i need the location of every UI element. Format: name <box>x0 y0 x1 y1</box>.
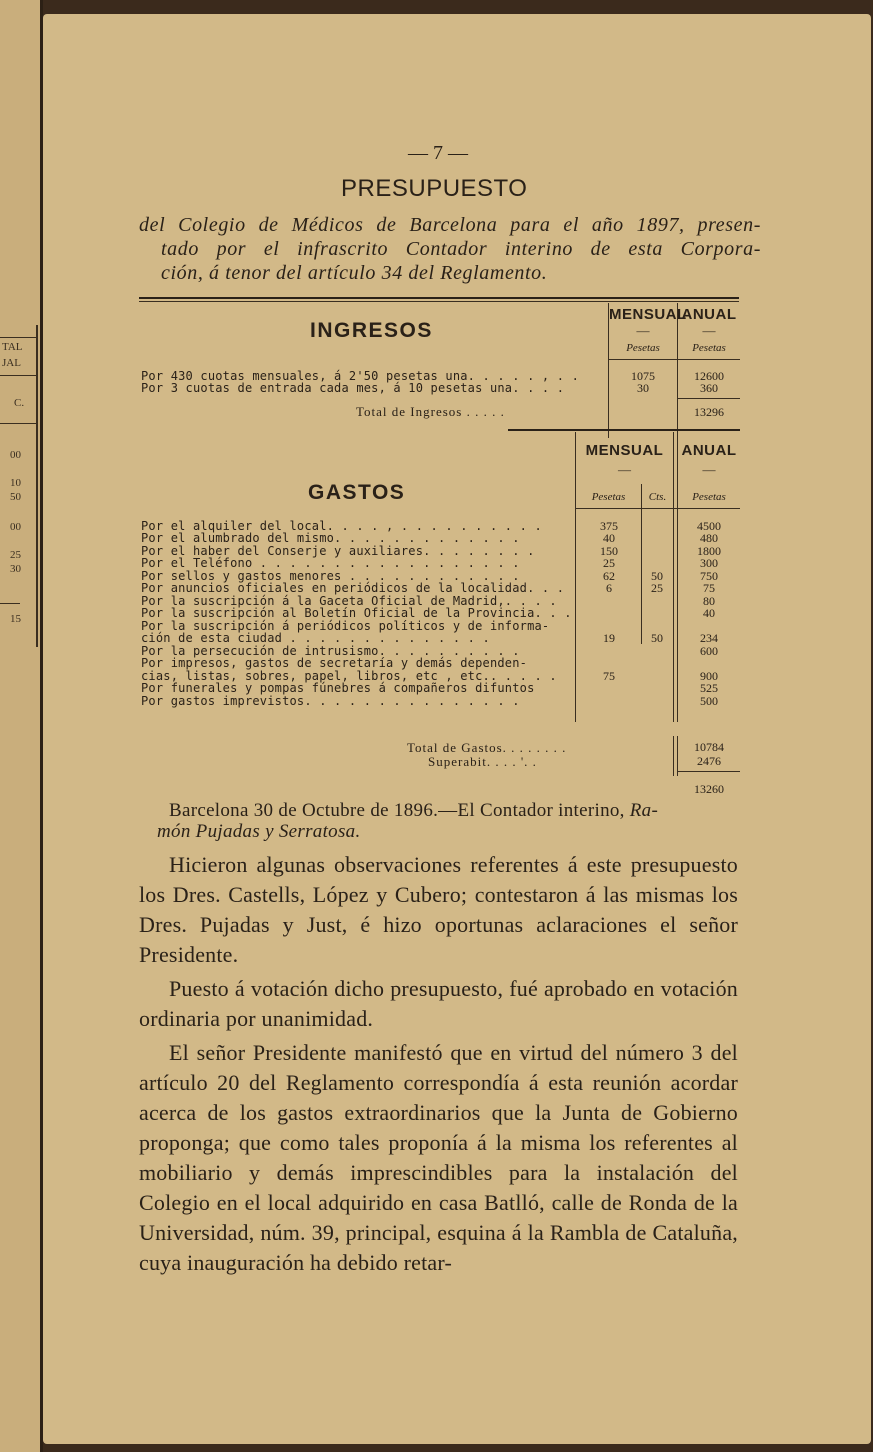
ingresos-unit-mensual: Pesetas <box>626 342 660 354</box>
gastos-row-pesetas: 6 <box>606 581 612 595</box>
body-text <box>139 850 738 1278</box>
gastos-unit-pesetas: Pesetas <box>591 491 626 503</box>
total-ingresos-value: 13296 <box>694 405 724 419</box>
gastos-row-pesetas: 40 <box>603 531 615 545</box>
ingresos-row-mensual: 1075 <box>631 369 655 383</box>
signature-line <box>169 800 658 822</box>
gastos-row-label: Por la suscripción al Boletín Oficial de la Provincia. . . <box>141 606 572 620</box>
adjacent-cell: 50 <box>10 491 21 503</box>
gastos-row-anual: 525 <box>700 681 718 695</box>
gastos-row-anual: 234 <box>700 631 718 645</box>
gastos-row-anual: 750 <box>700 569 718 583</box>
gastos-row-label: Por funerales y pompas fúnebres á compañeros difuntos <box>141 681 535 695</box>
ingresos-row-mensual: 30 <box>637 381 649 395</box>
gastos-row-label: Por el haber del Conserje y auxiliares. . . . . . . . <box>141 544 535 558</box>
adjacent-cell: 30 <box>10 563 21 575</box>
gastos-row-label: Por la persecución de intrusismo. . . . . . . . . . <box>141 644 520 658</box>
gastos-row-label: Por sellos y gastos menores . . . . . . . . . . . . <box>141 569 520 583</box>
adjacent-cell: C. <box>14 397 25 409</box>
gastos-row-pesetas: 375 <box>600 519 618 533</box>
gastos-row-cts: 25 <box>651 581 663 595</box>
superavit-label: Superabit. . . . '. . <box>428 754 537 769</box>
superavit-value: 2476 <box>697 754 721 768</box>
gastos-row-cts: 50 <box>651 631 663 645</box>
gastos-row-anual: 600 <box>700 644 718 658</box>
paragraph: Puesto á votación dicho presupuesto, fué aprobado en votación ordinaria por unanimidad. <box>139 976 738 1031</box>
gastos-row-label: Por impresos, gastos de secretaría y demás dependen- <box>141 656 528 670</box>
gastos-row-anual: 4500 <box>697 519 721 533</box>
dash: — <box>702 323 716 338</box>
adjacent-cell: 25 <box>10 549 21 561</box>
gastos-row-anual: 900 <box>700 669 718 683</box>
gastos-row-label: Por gastos imprevistos. . . . . . . . . . . . . . . <box>141 694 520 708</box>
dash: — <box>636 323 650 338</box>
gastos-row-label: Por el alquiler del local. . . . , . . . . . . . . . . <box>141 519 542 533</box>
subtitle-line: tado por el infrascrito Contador interino de esta Corpora- <box>161 238 761 260</box>
gastos-row-anual: 80 <box>703 594 715 608</box>
gastos-heading: GASTOS <box>308 481 406 504</box>
ingresos-heading: INGRESOS <box>310 319 433 342</box>
paragraph: Hicieron algunas observaciones referentes á este presupuesto los Dres. Castells, López y Cubero; contestaron á las mismas los Dres. Pujadas y Just, é hizo oportunas aclaraciones el señor Presidente. <box>139 852 738 967</box>
gastos-row-label: Por anuncios oficiales en periódicos de la localidad. . . <box>141 581 565 595</box>
adjacent-page-table <box>0 325 38 647</box>
ingresos-row-anual: 360 <box>700 381 718 395</box>
adjacent-cell: 10 <box>10 477 21 489</box>
document-page <box>43 14 871 1444</box>
gastos-row-pesetas: 19 <box>603 631 615 645</box>
document-subtitle <box>139 213 761 285</box>
signature-text: Barcelona 30 de Octubre de 1896.—El Contador interino, <box>169 800 630 821</box>
adjacent-cell: 15 <box>10 613 21 625</box>
grand-total-value: 13260 <box>694 782 724 796</box>
gastos-row-anual: 1800 <box>697 544 721 558</box>
signature-name: món Pujadas y Serratosa. <box>157 821 361 842</box>
gastos-col-mensual: MENSUAL <box>585 442 664 459</box>
gastos-col-anual: ANUAL <box>681 442 737 459</box>
gastos-row-anual: 500 <box>700 694 718 708</box>
gastos-row-anual: 75 <box>703 581 715 595</box>
gastos-unit-cts: Cts. <box>648 491 667 503</box>
document-title: PRESUPUESTO <box>341 175 528 202</box>
gastos-row-anual: 480 <box>700 531 718 545</box>
adjacent-cell: JAL <box>2 357 21 369</box>
signature-name: Ra- <box>629 800 659 821</box>
gastos-row-label: ción de esta ciudad . . . . . . . . . . . . . . <box>141 631 490 645</box>
total-gastos-value: 10784 <box>694 740 724 754</box>
gastos-unit-anual: Pesetas <box>692 491 726 503</box>
adjacent-cell: 00 <box>10 449 21 461</box>
ingresos-row-label: Por 430 cuotas mensuales, á 2'50 pesetas una. . . . . , . . <box>141 369 580 383</box>
signature-line <box>157 821 361 843</box>
gastos-row-cts: 50 <box>651 569 663 583</box>
gastos-row-label: Por el alumbrado del mismo. . . . . . . . . . . . . <box>141 531 520 545</box>
total-gastos-label: Total de Gastos. . . . . . . . <box>407 740 567 755</box>
gastos-row-pesetas: 25 <box>603 556 615 570</box>
adjacent-cell: TAL <box>2 341 23 353</box>
gastos-row-label: Por el Teléfono . . . . . . . . . . . . . . . . . . <box>141 556 520 570</box>
gastos-row-anual: 40 <box>703 606 715 620</box>
subtitle-line: del Colegio de Médicos de Barcelona para el año 1897, presen- <box>139 214 761 236</box>
gastos-row-label: Por la suscripción á la Gaceta Oficial de Madrid,. . . . <box>141 594 557 608</box>
gastos-row-pesetas: 62 <box>603 569 615 583</box>
adjacent-cell: 00 <box>10 521 21 533</box>
ingresos-row-anual: 12600 <box>694 369 724 383</box>
ingresos-col-anual: ANUAL <box>681 306 737 323</box>
dash: — <box>702 462 716 477</box>
paragraph: El señor Presidente manifestó que en virtud del número 3 del artículo 20 del Reglamento correspondía á esta reunión acordar acerca de los gastos extraordinarios que la Junta de Gobierno proponga; que como tales proponía á la misma los referentes al mobiliario y demás imprescindibles para la instalación del Colegio en el local adquirido en casa Batlló, calle de Ronda de la Universidad, núm. 39, principal, esquina á la Rambla de Cataluña, cuya inauguración ha debido retar- <box>139 1040 738 1275</box>
gastos-row-anual: 300 <box>700 556 718 570</box>
gastos-row-pesetas: 150 <box>600 544 618 558</box>
adjacent-page-edge <box>0 0 43 1452</box>
ingresos-row-label: Por 3 cuotas de entrada cada mes, á 10 pesetas una. . . . <box>141 381 565 395</box>
gastos-row-pesetas: 75 <box>603 669 615 683</box>
subtitle-line: ción, á tenor del artículo 34 del Reglamento. <box>161 262 548 284</box>
total-ingresos-label: Total de Ingresos . . . . . <box>356 404 505 419</box>
gastos-row-label: Por la suscripción á periódicos políticos y de informa- <box>141 619 550 633</box>
ingresos-unit-anual: Pesetas <box>692 342 726 354</box>
ingresos-col-mensual: MENSUAL <box>609 306 687 323</box>
dash: — <box>618 462 631 477</box>
gastos-row-label: cias, listas, sobres, papel, libros, etc , etc.. . . . . <box>141 669 557 683</box>
page-number: — 7 — <box>408 142 468 164</box>
